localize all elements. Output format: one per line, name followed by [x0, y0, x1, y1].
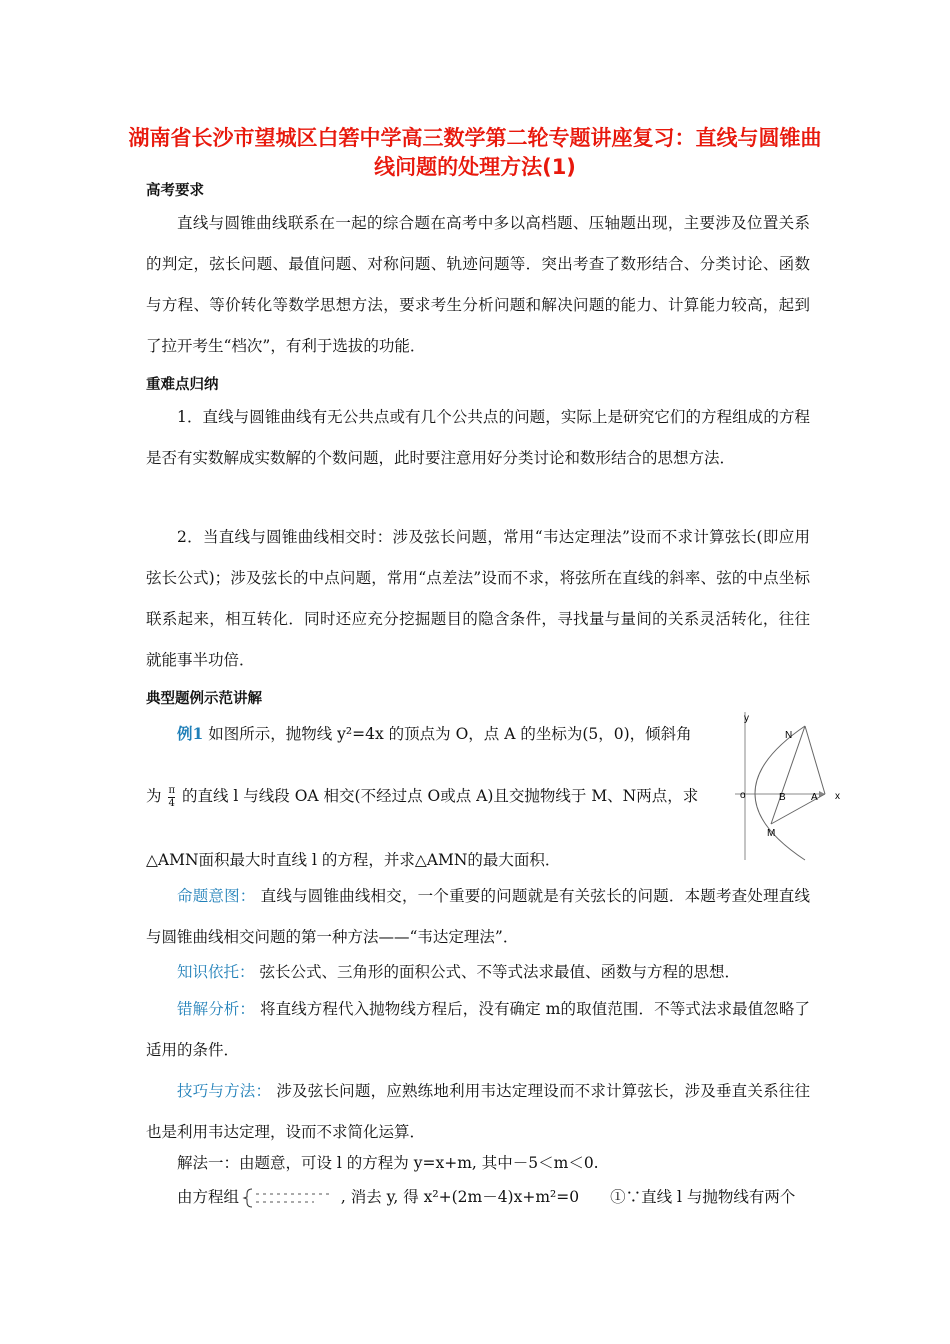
example-1-line-2 [146, 784, 726, 810]
example-1-line-3: △AMN面积最大时直线 l 的方程，并求△AMN的最大面积． [146, 851, 561, 869]
basis-label: 知识依托： [177, 963, 255, 981]
solution-2-text-a: 由方程组 [177, 1188, 240, 1206]
proposition-intent [146, 876, 810, 958]
knowledge-basis [146, 960, 810, 982]
heading-requirements: 高考要求 [146, 183, 204, 199]
solution-line-1 [146, 1151, 810, 1173]
label-y: y [744, 713, 749, 724]
equation-system-icon [244, 1187, 336, 1209]
error-text: 将直线方程代入抛物线方程后，没有确定 m的取值范围．不等式法求最值忽略了适用的条件． [146, 1000, 810, 1059]
example-1-line-1 [146, 722, 726, 744]
heading-examples: 典型题例示范讲解 [146, 691, 262, 707]
solution-2-text-b: , 消去 y, 得 x²+(2m－4)x+m²=0 ①∵直线 l 与抛物线有两个 [340, 1188, 796, 1206]
error-label: 错解分析： [177, 1000, 255, 1018]
skill-text: 涉及弦长问题，应熟练地利用韦达定理设而不求计算弦长，涉及垂直关系往往也是利用韦达定理，设而不求简化运算． [146, 1082, 810, 1141]
intent-label: 命题意图： [177, 887, 256, 905]
keypoint-1 [146, 397, 810, 479]
keypoint-1-text: 1．直线与圆锥曲线有无公共点或有几个公共点的问题，实际上是研究它们的方程组成的方程是否有实数解成实数解的个数问题，此时要注意用好分类讨论和数形结合的思想方法． [146, 408, 810, 467]
requirements-paragraph [146, 203, 810, 367]
basis-text: 弦长公式、三角形的面积公式、不等式法求最值、函数与方程的思想． [259, 963, 740, 981]
document-title: 湖南省长沙市望城区白箬中学高三数学第二轮专题讲座复习：直线与圆锥曲线问题的处理方法(1) [128, 126, 822, 179]
skill-method [146, 1071, 810, 1153]
example-1-text-2a: 为 [146, 787, 162, 805]
fraction-denominator: 4 [168, 797, 175, 809]
keypoint-2 [146, 517, 810, 681]
intent-text: 直线与圆锥曲线相交，一个重要的问题就是有关弦长的问题．本题考查处理直线与圆锥曲线相交问题的第一种方法——“韦达定理法”． [146, 887, 810, 946]
fraction-numerator: π [168, 784, 176, 796]
example-1-text-1: 如图所示，抛物线 y²=4x 的顶点为 O，点 A 的坐标为(5，0)，倾斜角 [208, 725, 692, 743]
segment-na [805, 726, 825, 794]
label-o: o [740, 790, 746, 801]
label-x: x [835, 791, 840, 802]
keypoint-2-text: 2．当直线与圆锥曲线相交时：涉及弦长问题，常用“韦达定理法”设而不求计算弦长(即应用弦长公式)；涉及弦长的中点问题，常用“点差法”设而不求，将弦所在直线的斜率、弦的中点坐标联系起来，相互转化．同时还应充分挖掘题目的隐含条件，寻找量与量间的关系灵活转化，往往就能事半功倍． [146, 528, 810, 669]
example-1-label: 例1 [177, 724, 204, 743]
requirements-text: 直线与圆锥曲线联系在一起的综合题在高考中多以高档题、压轴题出现，主要涉及位置关系的判定，弦长问题、最值问题、对称问题、轨迹问题等．突出考查了数形结合、分类讨论、函数与方程、等价转化等数学思想方法，要求考生分析问题和解决问题的能力、计算能力较高，起到了拉开考生“档次”，有利于选拔的功能． [146, 214, 810, 355]
error-analysis [146, 989, 810, 1071]
heading-keypoints: 重难点归纳 [146, 377, 219, 393]
label-a: A [811, 792, 818, 803]
label-b: B [779, 792, 786, 803]
parabola-figure [735, 712, 840, 860]
fraction-pi-over-4 [168, 785, 175, 810]
solution-line-2 [146, 1185, 810, 1209]
label-m: M [767, 828, 776, 839]
skill-label: 技巧与方法： [177, 1082, 272, 1100]
example-1-text-2b: 的直线 l 与线段 OA 相交(不经过点 O或点 A)且交抛物线于 M、N两点，求 [181, 787, 699, 805]
solution-1-text: 解法一：由题意，可设 l 的方程为 y=x+m, 其中－5＜m＜0. [177, 1154, 599, 1172]
label-n: N [785, 730, 793, 741]
